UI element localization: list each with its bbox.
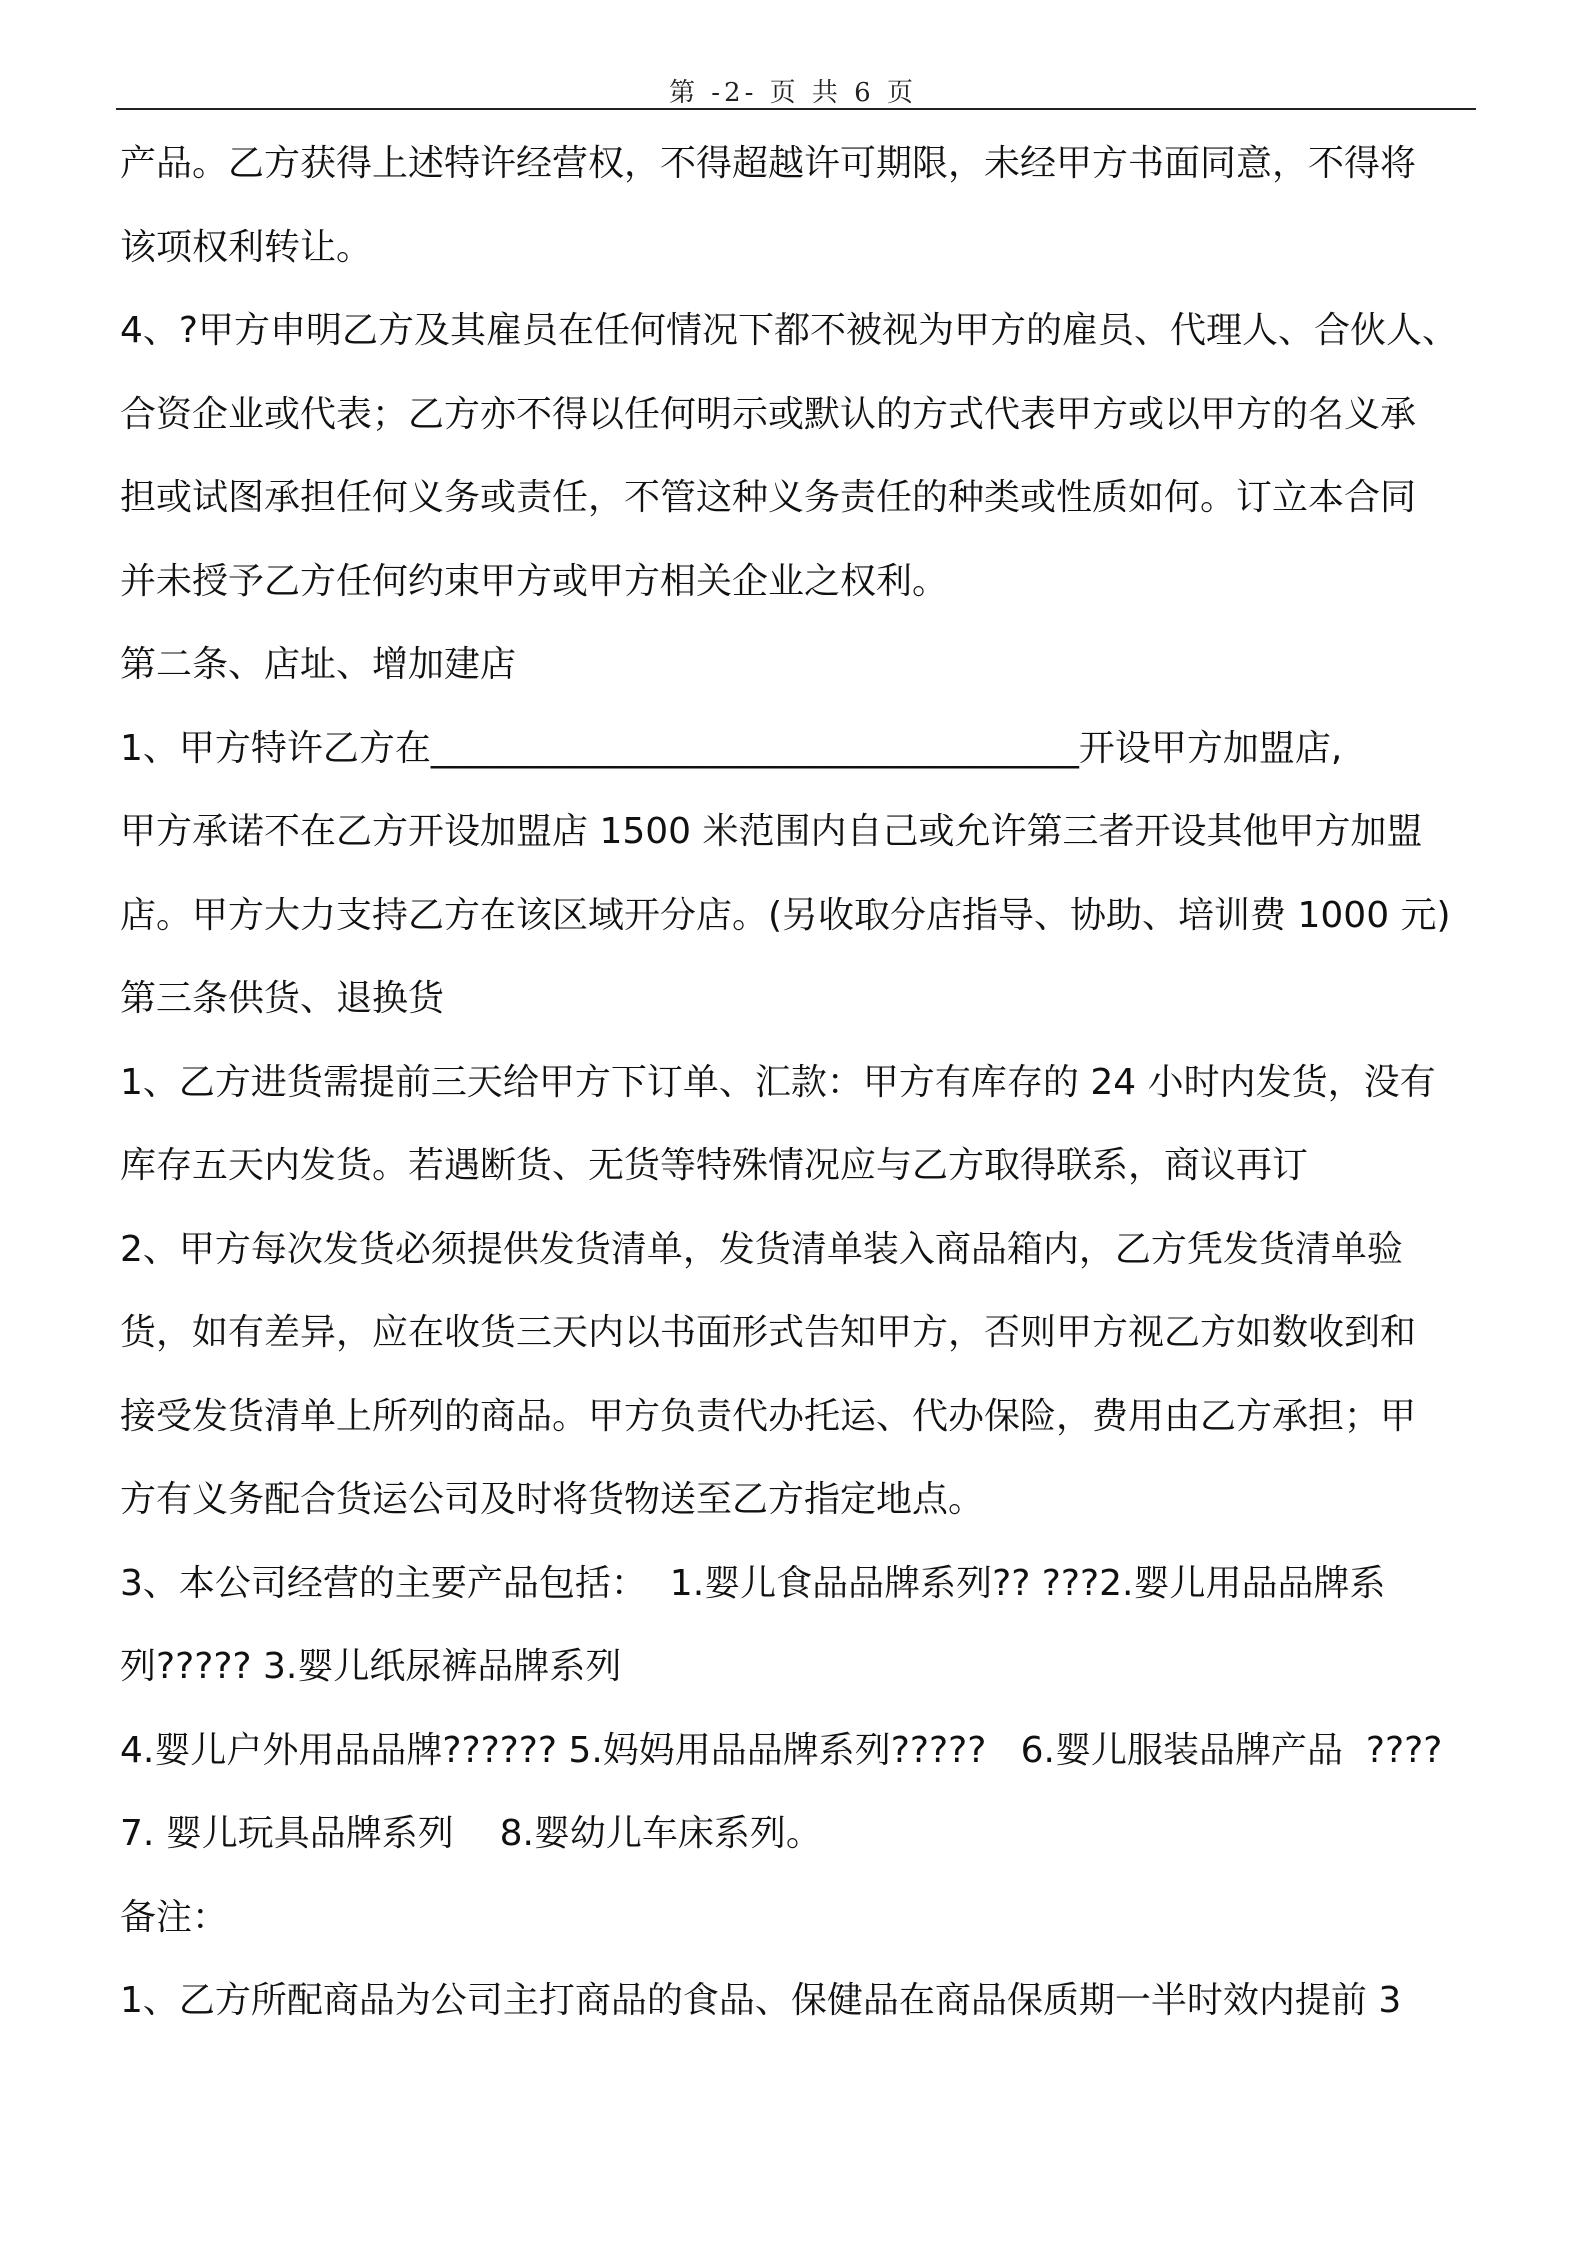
- body-line: 列????? 3.婴儿纸尿裤品牌系列: [120, 1646, 622, 1687]
- page-header: 第 -2- 页 共 6 页: [669, 78, 917, 108]
- body-line: 甲方承诺不在乙方开设加盟店 1500 米范围内自己或允许第三者开设其他甲方加盟: [120, 811, 1423, 852]
- body-line: 1、甲方特许乙方在____________________________________开设甲方加盟店,: [120, 727, 1343, 769]
- body-line: 4、?甲方申明乙方及其雇员在任何情况下都不被视为甲方的雇员、代理人、合伙人、: [120, 310, 1459, 351]
- body-line: 方有义务配合货运公司及时将货物送至乙方指定地点。: [120, 1479, 985, 1520]
- section-heading: 备注：: [120, 1896, 229, 1938]
- body-line: 产品。乙方获得上述特许经营权，不得超越许可期限，未经甲方书面同意，不得将: [120, 143, 1417, 184]
- body-line: 库存五天内发货。若遇断货、无货等特殊情况应与乙方取得联系，商议再订: [120, 1145, 1309, 1186]
- body-line: 并未授予乙方任何约束甲方或甲方相关企业之权利。: [120, 560, 949, 602]
- body-line: 接受发货清单上所列的商品。甲方负责代办托运、代办保险，费用由乙方承担；甲: [120, 1395, 1417, 1437]
- body-line: 货，如有差异，应在收货三天内以书面形式告知甲方，否则甲方视乙方如数收到和: [120, 1312, 1417, 1353]
- body-line: 该项权利转让。: [120, 226, 373, 268]
- body-line: 1、乙方进货需提前三天给甲方下订单、汇款：甲方有库存的 24 小时内发货，没有: [120, 1061, 1436, 1103]
- body-line: 店。甲方大力支持乙方在该区域开分店。(另收取分店指导、协助、培训费 1000 元): [120, 894, 1451, 936]
- body-line: 3、本公司经营的主要产品包括： 1.婴儿食品品牌系列?? ???2.婴儿用品品牌系: [120, 1562, 1386, 1604]
- body-line: 2、甲方每次发货必须提供发货清单，发货清单装入商品箱内，乙方凭发货清单验: [120, 1228, 1403, 1270]
- document-body: [120, 122, 1472, 2043]
- section-heading: 第二条、店址、增加建店: [120, 644, 517, 685]
- body-line: 1、乙方所配商品为公司主打商品的食品、保健品在商品保质期一半时效内提前 3: [120, 1980, 1402, 2021]
- header-divider: [116, 108, 1476, 110]
- body-line: 4.婴儿户外用品品牌?????? 5.妈妈用品品牌系列????? 6.婴儿服装品牌产品 ????: [120, 1729, 1443, 1771]
- body-line: 7. 婴儿玩具品牌系列 8.婴幼儿车床系列。: [120, 1813, 822, 1854]
- body-line: 担或试图承担任何义务或责任，不管这种义务责任的种类或性质如何。订立本合同: [120, 477, 1417, 518]
- body-line: 合资企业或代表；乙方亦不得以任何明示或默认的方式代表甲方或以甲方的名义承: [120, 393, 1417, 435]
- section-heading: 第三条供货、退换货: [120, 978, 445, 1019]
